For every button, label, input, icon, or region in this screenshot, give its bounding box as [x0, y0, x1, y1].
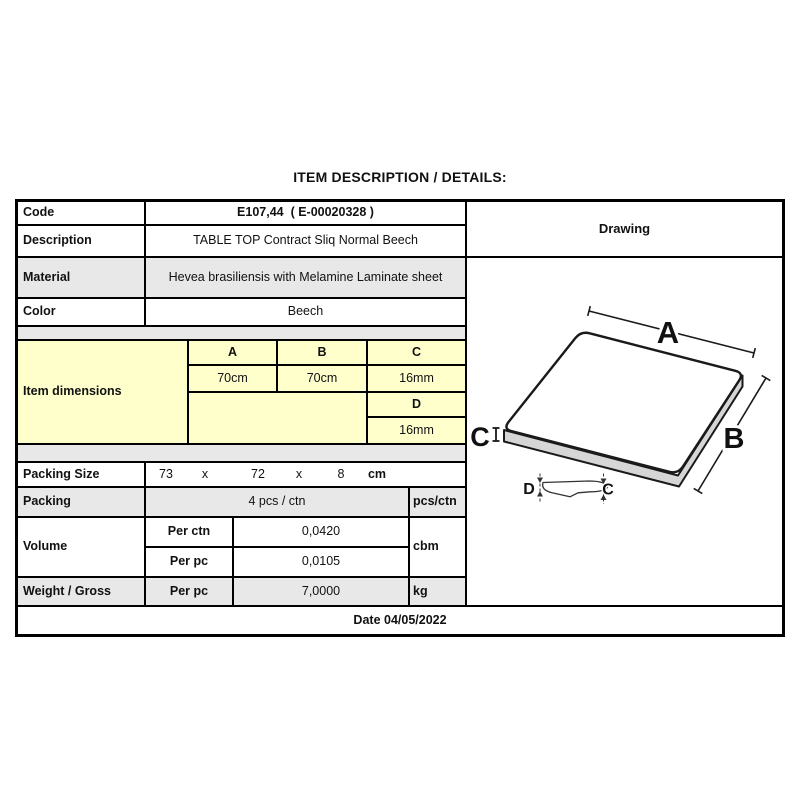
weight-per-pc-label: Per pc: [145, 577, 233, 606]
volume-label: Volume: [17, 517, 145, 577]
packing-size-length: 73: [159, 466, 173, 481]
dim-label-b: B: [723, 423, 745, 455]
date-row: Date 04/05/2022: [17, 606, 783, 635]
profile-label-d: D: [523, 481, 535, 498]
volume-per-pc-label: Per pc: [145, 547, 233, 577]
weight-unit: kg: [409, 577, 466, 606]
dimension-header-c: C: [367, 340, 466, 365]
packing-size-unit: cm: [367, 466, 387, 481]
volume-per-ctn-label: Per ctn: [145, 517, 233, 547]
color-label: Color: [17, 298, 145, 326]
volume-per-pc-value: 0,0105: [233, 547, 409, 577]
packing-unit: pcs/ctn: [409, 487, 466, 517]
packing-size-x2: x: [295, 466, 303, 481]
dimension-header-b: B: [277, 340, 367, 365]
packing-label: Packing: [17, 487, 145, 517]
drawing-area: [466, 257, 783, 606]
dim-label-a: A: [656, 315, 680, 350]
spec-table: [15, 199, 785, 637]
volume-unit: cbm: [409, 517, 466, 577]
code-label: Code: [17, 201, 145, 225]
weight-label: Weight / Gross: [17, 577, 145, 606]
material-label: Material: [17, 257, 145, 298]
dimension-header-d: D: [367, 392, 466, 417]
c-thickness-bracket: [493, 428, 500, 441]
drawing-header: Drawing: [466, 201, 783, 257]
description-label: Description: [17, 225, 145, 257]
dimension-value-d: 16mm: [367, 417, 466, 444]
dimension-header-a: A: [188, 340, 277, 365]
volume-per-ctn-value: 0,0420: [233, 517, 409, 547]
profile-label-c: C: [602, 481, 614, 499]
page-title: ITEM DESCRIPTION / DETAILS:: [293, 169, 507, 185]
code-value: E107,44 ( E-00020328 ): [145, 201, 466, 225]
packing-size-value: [145, 462, 466, 487]
packing-size-x1: x: [201, 466, 209, 481]
packing-size-height: 8: [337, 466, 345, 481]
packing-size-width: 72: [251, 466, 265, 481]
color-value: Beech: [145, 298, 466, 326]
spacer-row-1: [17, 326, 466, 340]
weight-per-pc-value: 7,0000: [233, 577, 409, 606]
dim-label-c: C: [470, 422, 490, 452]
spacer-row-2: [17, 444, 466, 462]
description-value: TABLE TOP Contract Sliq Normal Beech: [145, 225, 466, 257]
profile-d-arrow-bottom: [537, 491, 543, 497]
packing-value: 4 pcs / ctn: [145, 487, 409, 517]
profile-d-arrow-top: [537, 478, 543, 484]
dimension-value-b: 70cm: [277, 365, 367, 392]
material-value: Hevea brasiliensis with Melamine Laminate sheet: [145, 257, 466, 298]
tabletop-drawing: [467, 258, 784, 607]
edge-profile-shape: [543, 481, 608, 497]
dimension-value-a: 70cm: [188, 365, 277, 392]
dimension-value-c: 16mm: [367, 365, 466, 392]
dimensions-label: Item dimensions: [17, 340, 188, 444]
packing-size-label: Packing Size: [17, 462, 145, 487]
dimensions-empty-cell: [188, 392, 367, 444]
